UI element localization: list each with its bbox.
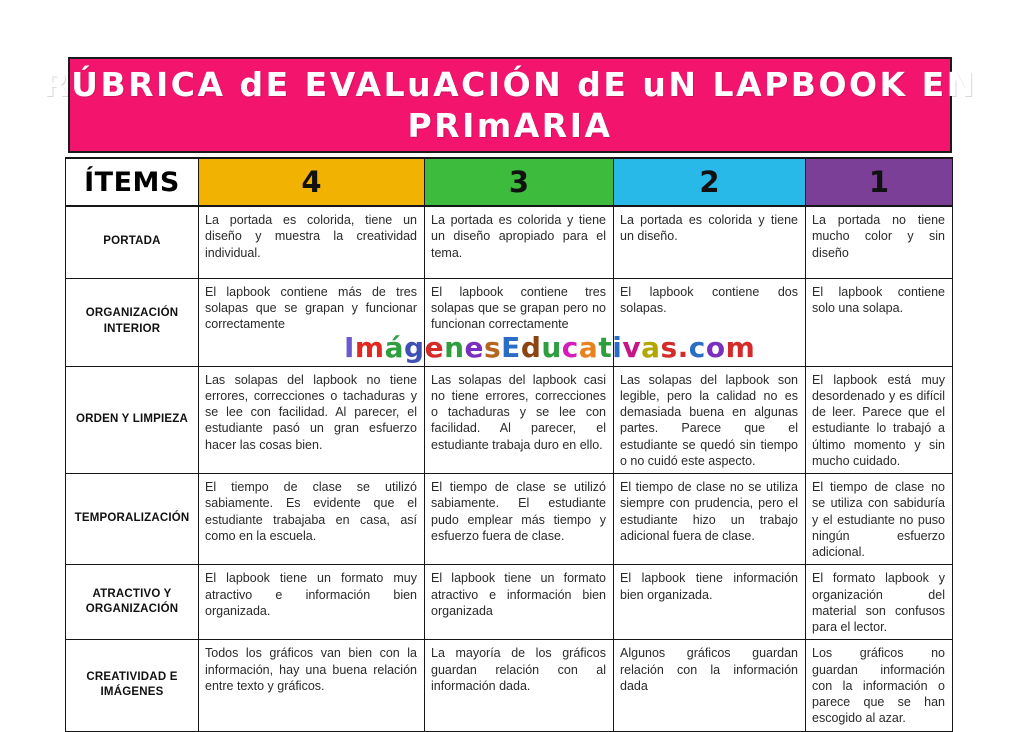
rubric-cell: La portada es colorida y tiene un diseño apropiado para el tema. [425, 206, 614, 278]
rubric-cell: Todos los gráficos van bien con la información, hay una buena relación entre texto y gráficos. [199, 640, 425, 731]
rubric-cell: Algunos gráficos guardan relación con la información dada [614, 640, 806, 731]
items-column-header: ÍTEMS [66, 158, 199, 206]
rubric-cell: El lapbook contiene más de tres solapas que se grapan y funcionar correctamente [199, 278, 425, 366]
table-row-portada [66, 206, 953, 278]
rubric-cell: El lapbook contiene solo una solapa. [806, 278, 953, 366]
rubric-cell: La portada es colorida, tiene un diseño y muestra la creatividad individual. [199, 206, 425, 278]
rubric-cell: El lapbook tiene un formato atractivo e información bien organizada [425, 565, 614, 640]
table-row-creatividad-e-imagenes [66, 640, 953, 731]
rubric-cell: El lapbook tiene información bien organizada. [614, 565, 806, 640]
table-row-atractivo-y-organizacion [66, 565, 953, 640]
row-item-label: PORTADA [66, 206, 199, 278]
rubric-cell: La portada no tiene mucho color y sin diseño [806, 206, 953, 278]
table-row-orden-y-limpieza [66, 366, 953, 474]
rubric-cell: La portada es colorida y tiene un diseño. [614, 206, 806, 278]
rubric-cell: Las solapas del lapbook casi no tiene errores, correcciones o tachaduras y se lee con facilidad. Al parecer, el estudiante trabaja duro en ello. [425, 366, 614, 474]
title-banner [43, 57, 977, 153]
rubric-cell: El tiempo de clase no se utiliza siempre con prudencia, pero el estudiante hizo un trabajo adicional fuera de clase. [614, 474, 806, 565]
rubric-cell: El lapbook contiene dos solapas. [614, 278, 806, 366]
page-title-line2: PRImARIA [407, 106, 613, 145]
row-item-label: TEMPORALIZACIÓN [66, 474, 199, 565]
row-item-label: ORGANIZACIÓN INTERIOR [66, 278, 199, 366]
row-item-label: CREATIVIDAD E IMÁGENES [66, 640, 199, 731]
level-header-2: 2 [614, 158, 806, 206]
level-header-4: 4 [199, 158, 425, 206]
level-header-3: 3 [425, 158, 614, 206]
table-header-row [66, 158, 953, 206]
page-title-line1: RÚBRICA dE EVALuACIÓN dE uN LAPBOOK EN [43, 64, 977, 104]
rubric-cell: El tiempo de clase no se utiliza con sabiduría y el estudiante no puso ningún esfuerzo adicional. [806, 474, 953, 565]
rubric-cell: La mayoría de los gráficos guardan relación con al información dada. [425, 640, 614, 731]
rubric-cell: Las solapas del lapbook no tiene errores, correcciones o tachaduras y se lee con facilidad. Al parecer, el estudiante pasó un gran esfuerzo hacer las cosas bien. [199, 366, 425, 474]
rubric-cell: El lapbook tiene un formato muy atractivo e información bien organizada. [199, 565, 425, 640]
watermark-imagenes-educativas: ImágenesEducativas.com [344, 331, 756, 364]
table-row-organizacion-interior [66, 278, 953, 366]
rubric-cell: Las solapas del lapbook son legible, pero la calidad no es demasiada buena en algunas partes. Parece que el estudiante se quedó sin tiempo o no cuidó este aspecto. [614, 366, 806, 474]
row-item-label: ATRACTIVO Y ORGANIZACIÓN [66, 565, 199, 640]
table-row-temporalizacion [66, 474, 953, 565]
rubric-cell: El tiempo de clase se utilizó sabiamente. Es evidente que el estudiante trabajaba en casa, así como en la escuela. [199, 474, 425, 565]
level-header-1: 1 [806, 158, 953, 206]
rubric-cell: Los gráficos no guardan información con la información o parece que se han escogido al azar. [806, 640, 953, 731]
rubric-cell: El lapbook contiene tres solapas que se grapan pero no funcionan correctamente [425, 278, 614, 366]
rubric-cell: El formato lapbook y organización del material son confusos para el lector. [806, 565, 953, 640]
rubric-cell: El lapbook está muy desordenado y es difícil de leer. Parece que el estudiante lo trabajó a último momento y sin mucho cuidado. [806, 366, 953, 474]
rubric-cell: El tiempo de clase se utilizó sabiamente. El estudiante pudo emplear más tiempo y esfuerzo fuera de clase. [425, 474, 614, 565]
row-item-label: ORDEN Y LIMPIEZA [66, 366, 199, 474]
rubric-table [65, 157, 953, 732]
